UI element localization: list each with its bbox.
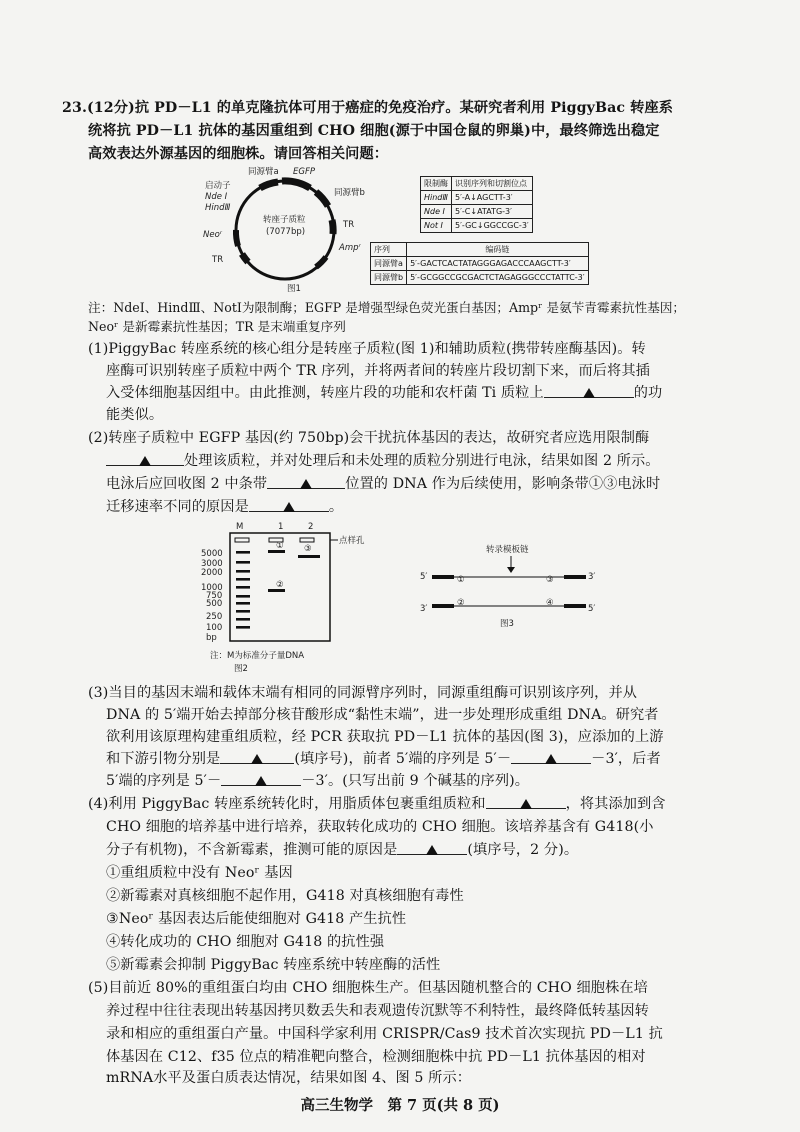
fig1-center-label-1: 转座子质粒 [263, 215, 306, 225]
figure-2-gel [196, 518, 386, 676]
triangle-icon [520, 799, 532, 809]
part2-line-1: (2)转座子质粒中 EGFP 基因(约 750bp)会干扰抗体基因的表达，故研究者应选用限制酶 [88, 430, 650, 446]
fig1-label-arm-a: 同源臂a [248, 167, 279, 177]
part1-line-1: (1)PiggyBac 转座系统的核心组分是转座子质粒(图 1)和辅助质粒(携带转座酶基因)。转 [88, 341, 646, 357]
part5-line-3: 录和相应的重组蛋白产量。中国科学家利用 CRISPR/Cas9 技术首次实现抗 PD－L1 抗 [106, 1026, 663, 1042]
fig2-note: 注：M为标准分子量DNA [210, 651, 305, 661]
fig1-label-amp: Ampʳ [339, 243, 361, 253]
tr-right-segment [332, 220, 333, 234]
answer-blank[interactable] [511, 749, 591, 764]
part2-line-4: 迁移速率不同的原因是 。 [106, 499, 344, 515]
enzyme-name: HindⅢ [421, 191, 452, 205]
marker-ladder [236, 551, 250, 629]
part1-line-3: 入受体细胞基因组中。由此推测，转座片段的功能和农杆菌 Ti 质粒上 的功 [106, 385, 663, 401]
enzyme-site: 5′-C↓ATATG-3′ [452, 205, 533, 219]
band-label-2: ② [276, 580, 284, 590]
triangle-icon [583, 388, 595, 398]
strand-end: 3′ [420, 604, 428, 614]
answer-blank[interactable] [486, 794, 566, 809]
triangle-icon [251, 754, 263, 764]
well-label: 点样孔 [339, 536, 365, 546]
answer-blank[interactable] [220, 749, 294, 764]
part2-line-3: 电泳后应回收图 2 中条带 位置的 DNA 作为后续使用，影响条带①③电泳时 [106, 476, 661, 492]
question-line-3: 高效表达外源基因的细胞株。请回答相关问题： [88, 146, 389, 162]
sequence-name: 同源臂a [371, 257, 407, 271]
fig1-label-arm-b: 同源臂b [334, 188, 365, 198]
option-4: ④转化成功的 CHO 细胞对 G418 的抗性强 [106, 934, 385, 950]
primer-1 [432, 575, 454, 579]
part5-line-5: mRNA水平及蛋白质表达情况，结果如图 4、图 5 所示： [106, 1070, 472, 1086]
enzyme-name: Nde Ⅰ [421, 205, 452, 219]
option-1: ①重组质粒中没有 Neoʳ 基因 [106, 865, 293, 881]
triangle-icon [139, 456, 151, 466]
lane-label-1: 1 [278, 522, 284, 532]
marker-size: 100 [206, 623, 223, 633]
part5-line-4: 体基因在 C12、f35 位点的精准靶向整合，检测细胞株中抗 PD－L1 抗体基因的相对 [106, 1049, 646, 1065]
part3-line-2: DNA 的 5′端开始去掉部分核苷酸形成“黏性末端”，进一步处理形成重组 DNA。研究者 [106, 707, 659, 723]
sequence-table-header: 编码链 [407, 243, 589, 257]
primer-2 [432, 604, 454, 608]
triangle-icon [283, 502, 295, 512]
fig1-label-tr-left: TR [212, 255, 224, 265]
note-line-2: Neoʳ 是新霉素抗性基因；TR 是末端重复序列 [88, 319, 346, 334]
fig1-label-promoter: 启动子 [205, 181, 231, 191]
enzyme-table [420, 176, 533, 233]
band-label-1: ① [276, 541, 284, 551]
sequence-name: 同源臂b [371, 271, 407, 285]
template-label: 转录模板链 [486, 545, 529, 555]
option-5: ⑤新霉素会抑制 PiggyBac 转座系统中转座酶的活性 [106, 957, 441, 973]
fig1-center-label-2: (7077bp) [266, 227, 306, 237]
part1-line-4: 能类似。 [106, 407, 164, 423]
answer-blank[interactable] [106, 451, 184, 466]
band-3 [298, 555, 320, 558]
part5-line-2: 养过程中往往表现出转基因拷贝数丢失和表观遗传沉默等不利特性，最终降低转基因转 [106, 1003, 649, 1019]
marker-size: 500 [206, 599, 223, 609]
enzyme-table-header: 限制酶 [421, 177, 452, 191]
primer-label-3: ③ [546, 575, 554, 585]
unit-label: bp [206, 633, 217, 643]
note-line-1: 注：NdeⅠ、HindⅢ、NotⅠ为限制酶；EGFP 是增强型绿色荧光蛋白基因；Ampʳ 是氨苄青霉素抗性基因； [88, 300, 686, 315]
strand-end: 3′ [588, 572, 596, 582]
tr-left-segment [242, 254, 248, 262]
primer-label-4: ④ [546, 598, 554, 608]
figure-1-plasmid-map [200, 164, 380, 294]
triangle-icon [255, 776, 267, 786]
marker-size: 5000 [201, 549, 223, 559]
fig1-label-hind: HindⅢ [205, 203, 231, 213]
figure-3-pcr [416, 540, 606, 632]
marker-size: 3000 [201, 559, 223, 569]
enzyme-site: 5′-A↓AGCTT-3′ [452, 191, 533, 205]
primer-3 [564, 575, 586, 579]
marker-size: 1000 [201, 583, 223, 593]
well-2 [300, 538, 314, 542]
strand-end: 5′ [420, 572, 428, 582]
marker-size: 250 [206, 612, 223, 622]
answer-blank[interactable] [544, 383, 634, 398]
fig1-label-tr-right: TR [343, 220, 355, 230]
question-line-2: 统将抗 PD－L1 抗体的基因重组到 CHO 细胞(源于中国仓鼠的卵巢)中，最终筛选出稳定 [88, 123, 660, 139]
question-line-1: 23.(12分)抗 PD－L1 的单克隆抗体可用于癌症的免疫治疗。某研究者利用 PiggyBac 转座系 [62, 100, 674, 116]
lane-label-2: 2 [308, 522, 314, 532]
part4-line-1: (4)利用 PiggyBac 转座系统转化时，用脂质体包裹重组质粒和 ，将其添加到含 [88, 796, 666, 812]
triangle-icon [300, 479, 312, 489]
fig3-caption: 图3 [500, 619, 514, 629]
arm-b-segment [316, 192, 328, 206]
part2-line-2: 处理该质粒，并对处理后和未处理的质粒分别进行电泳，结果如图 2 所示。 [106, 451, 660, 471]
part3-line-4: 和下游引物分别是 (填序号)，前者 5′端的序列是 5′－ －3′，后者 [106, 751, 661, 767]
part1-line-2: 座酶可识别转座子质粒中两个 TR 序列，并将两者间的转座片段切割下来，而后将其插 [106, 363, 650, 379]
fig1-caption: 图1 [287, 284, 301, 294]
sequence-value: 5′-GACTCACTATAGGGAGACCCAAGCTT-3′ [407, 257, 589, 271]
fig2-caption: 图2 [234, 664, 248, 674]
answer-blank[interactable] [221, 771, 301, 786]
primer-label-1: ① [457, 575, 465, 585]
part5-line-1: (5)目前近 80%的重组蛋白均由 CHO 细胞株生产。但基因随机整合的 CHO 细胞株在培 [88, 980, 648, 996]
enzyme-name: Not Ⅰ [421, 219, 452, 233]
primer-4 [564, 604, 586, 608]
band-label-3: ③ [304, 544, 312, 554]
sequence-value: 5′-GCGGCCGCGACTCTAGAGGGCCCTATTC-3′ [407, 271, 589, 285]
part3-line-1: (3)当目的基因末端和载体末端有相同的同源臂序列时，同源重组酶可识别该序列，并从 [88, 685, 638, 701]
neo-segment [236, 230, 238, 246]
fig1-label-nde: Nde Ⅰ [205, 192, 228, 202]
amp-segment [316, 257, 326, 267]
marker-size: 2000 [201, 568, 223, 578]
arm-a-segment [260, 182, 278, 188]
page-footer: 高三生物学 第 7 页(共 8 页) [300, 1097, 500, 1114]
fig1-label-neo: Neoʳ [203, 230, 222, 240]
enzyme-table-header: 识别序列和切割位点 [452, 177, 533, 191]
fig1-label-egfp: EGFP [293, 167, 315, 177]
part3-line-5: 5′端的序列是 5′－ －3′。(只写出前 9 个碱基的序列)。 [106, 773, 530, 789]
part4-line-2: CHO 细胞的培养基中进行培养，获取转化成功的 CHO 细胞。该培养基含有 G418(小 [106, 819, 654, 835]
sequence-table [370, 242, 589, 285]
answer-blank[interactable] [397, 840, 467, 855]
part4-line-3: 分子有机物)，不含新霉素，推测可能的原因是 (填序号，2 分)。 [106, 842, 579, 858]
primer-label-2: ② [457, 598, 465, 608]
triangle-icon [545, 754, 557, 764]
option-3: ③Neoʳ 基因表达后能使细胞对 G418 产生抗性 [106, 911, 407, 927]
triangle-icon [426, 845, 438, 855]
part3-line-3: 欲利用该原理构建重组质粒，经 PCR 获取抗 PD－L1 抗体的基因(图 3)，应添加的上游 [106, 729, 664, 745]
egfp-segment [282, 181, 310, 188]
enzyme-site: 5′-GC↓GGCCGC-3′ [452, 219, 533, 233]
marker-size: 750 [206, 591, 223, 601]
answer-blank[interactable] [267, 474, 345, 489]
answer-blank[interactable] [249, 497, 329, 512]
sequence-table-header: 序列 [371, 243, 407, 257]
lane-label-m: M [236, 522, 244, 532]
option-2: ②新霉素对真核细胞不起作用，G418 对真核细胞有毒性 [106, 888, 464, 904]
strand-end: 5′ [588, 604, 596, 614]
well-m [235, 538, 249, 542]
